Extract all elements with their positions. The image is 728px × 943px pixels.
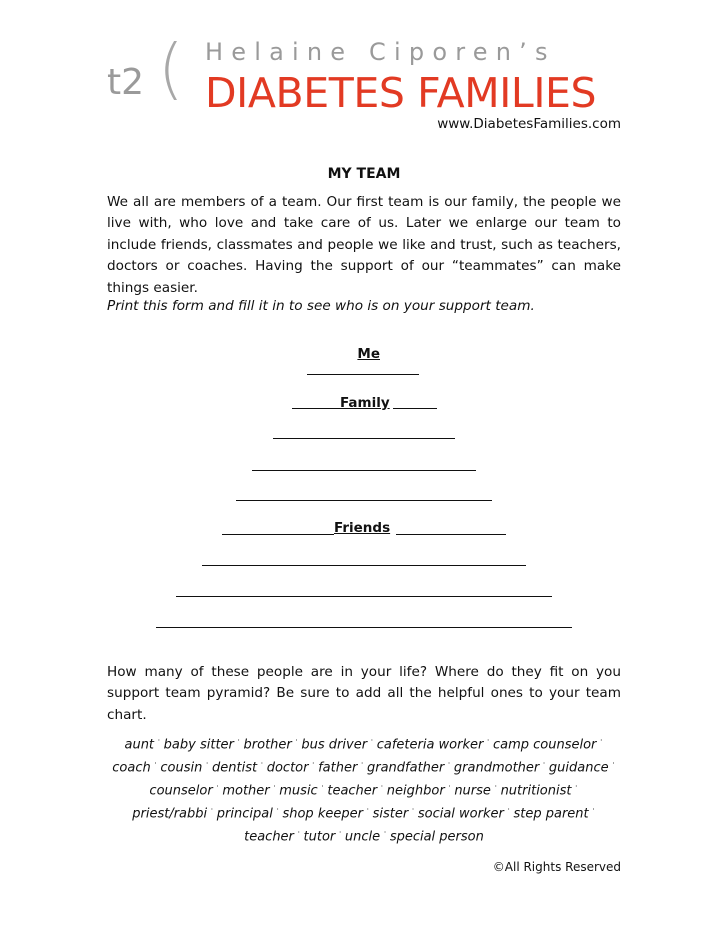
- family-label: Family: [340, 395, 390, 411]
- people-list-item: dentist: [212, 760, 258, 776]
- separator-dot: ·: [309, 758, 318, 768]
- people-list-item: cafeteria worker: [376, 737, 484, 753]
- people-list-item: social worker: [417, 806, 504, 822]
- pyramid-family-row: [292, 395, 437, 415]
- people-list-item: grandfather: [366, 760, 445, 776]
- people-list-item: sister: [372, 806, 409, 822]
- separator-dot: ·: [318, 781, 327, 791]
- logo-parenthesis: (: [158, 30, 184, 107]
- people-list-line: [100, 824, 628, 847]
- separator-dot: ·: [203, 758, 211, 768]
- logo-author: Helaine Ciporen’s: [205, 38, 556, 66]
- separator-dot: ·: [491, 781, 500, 791]
- pyramid-friends-row: [222, 520, 506, 540]
- separator-dot: ·: [294, 827, 303, 837]
- people-list-item: brother: [243, 737, 292, 753]
- separator-dot: ·: [363, 804, 372, 814]
- people-list-item: priest/rabbi: [132, 806, 208, 822]
- separator-dot: ·: [381, 827, 389, 837]
- people-list-item: doctor: [266, 760, 309, 776]
- pyramid-me-label: [0, 330, 728, 362]
- people-list-item: music: [279, 783, 318, 799]
- pyramid-blank-line-2a[interactable]: [292, 408, 340, 409]
- people-list-item: father: [318, 760, 358, 776]
- separator-dot: ·: [258, 758, 266, 768]
- separator-dot: ·: [378, 781, 386, 791]
- separator-dot: ·: [597, 736, 603, 745]
- people-list-line: [100, 801, 628, 824]
- question-paragraph: How many of these people are in your life? Where do they fit on you support team pyramid? Be sure to add all the helpful ones to your team chart.: [107, 664, 621, 723]
- pyramid-blank-line-3[interactable]: [273, 438, 455, 439]
- instruction-text: Print this form and fill it in to see who is on your support team.: [107, 298, 535, 314]
- people-list-item: shop keeper: [282, 806, 363, 822]
- logo-t2: t2: [107, 62, 145, 103]
- separator-dot: ·: [484, 736, 492, 745]
- pyramid-blank-line-5[interactable]: [236, 500, 492, 501]
- separator-dot: ·: [336, 827, 344, 837]
- people-list-item: counselor: [149, 783, 213, 799]
- people-list-item: coach: [112, 760, 151, 776]
- pyramid-blank-line-7[interactable]: [202, 565, 526, 566]
- people-list-item: teacher: [327, 783, 378, 799]
- people-list-item: teacher: [244, 829, 294, 845]
- people-list-line: [100, 755, 628, 778]
- separator-dot: ·: [504, 804, 513, 814]
- me-label: Me: [357, 346, 380, 362]
- people-list-item: bus driver: [301, 737, 368, 753]
- separator-dot: ·: [368, 736, 376, 745]
- separator-dot: ·: [540, 758, 548, 768]
- pyramid-blank-line-6b[interactable]: [396, 534, 506, 535]
- pyramid-blank-line-8[interactable]: [176, 596, 552, 597]
- separator-dot: ·: [572, 781, 578, 791]
- copyright-text: ©All Rights Reserved: [492, 860, 621, 874]
- people-list-item: aunt: [124, 737, 155, 753]
- separator-dot: ·: [155, 736, 163, 745]
- intro-paragraph: We all are members of a team. Our first team is our family, the people we live with, who love and take care of us. Later we enlarge our team to include friends, classmates and people we like and trust, such as teachers, doctors or coaches. Having the support of our “teammates” can make things easier.: [107, 194, 621, 296]
- people-list-line: [100, 778, 628, 801]
- people-list-item: baby sitter: [163, 737, 234, 753]
- people-list-item: camp counselor: [492, 737, 597, 753]
- friends-label: Friends: [334, 520, 391, 536]
- separator-dot: ·: [234, 736, 243, 745]
- pyramid-blank-line-9[interactable]: [156, 627, 572, 628]
- pyramid-blank-line-2b[interactable]: [393, 408, 437, 409]
- pyramid-blank-line-6a[interactable]: [222, 534, 334, 535]
- people-list-item: principal: [216, 806, 273, 822]
- people-list-line: [100, 732, 628, 755]
- separator-dot: ·: [589, 804, 595, 814]
- people-list-item: nurse: [454, 783, 491, 799]
- separator-dot: ·: [445, 758, 453, 768]
- people-list-item: grandmother: [453, 760, 540, 776]
- separator-dot: ·: [609, 758, 615, 768]
- people-list-item: nutritionist: [500, 783, 572, 799]
- people-list-item: neighbor: [386, 783, 445, 799]
- people-list-item: tutor: [303, 829, 336, 845]
- separator-dot: ·: [208, 804, 216, 814]
- separator-dot: ·: [358, 758, 366, 768]
- people-list-item: step parent: [513, 806, 589, 822]
- separator-dot: ·: [151, 758, 160, 768]
- people-list-item: guidance: [548, 760, 609, 776]
- people-list-item: mother: [222, 783, 270, 799]
- website-url[interactable]: www.DiabetesFamilies.com: [437, 116, 621, 132]
- separator-dot: ·: [292, 736, 301, 745]
- people-list: [100, 732, 628, 847]
- separator-dot: ·: [409, 804, 417, 814]
- people-list-item: uncle: [344, 829, 381, 845]
- separator-dot: ·: [445, 781, 454, 791]
- pyramid-blank-line-1[interactable]: [307, 374, 419, 375]
- people-list-item: special person: [389, 829, 484, 845]
- separator-dot: ·: [270, 781, 279, 791]
- logo-brand: DIABETES FAMILIES: [205, 69, 597, 117]
- separator-dot: ·: [213, 781, 222, 791]
- separator-dot: ·: [273, 804, 282, 814]
- page-title: MY TEAM: [327, 166, 401, 182]
- people-list-item: cousin: [160, 760, 203, 776]
- pyramid-blank-line-4[interactable]: [252, 470, 476, 471]
